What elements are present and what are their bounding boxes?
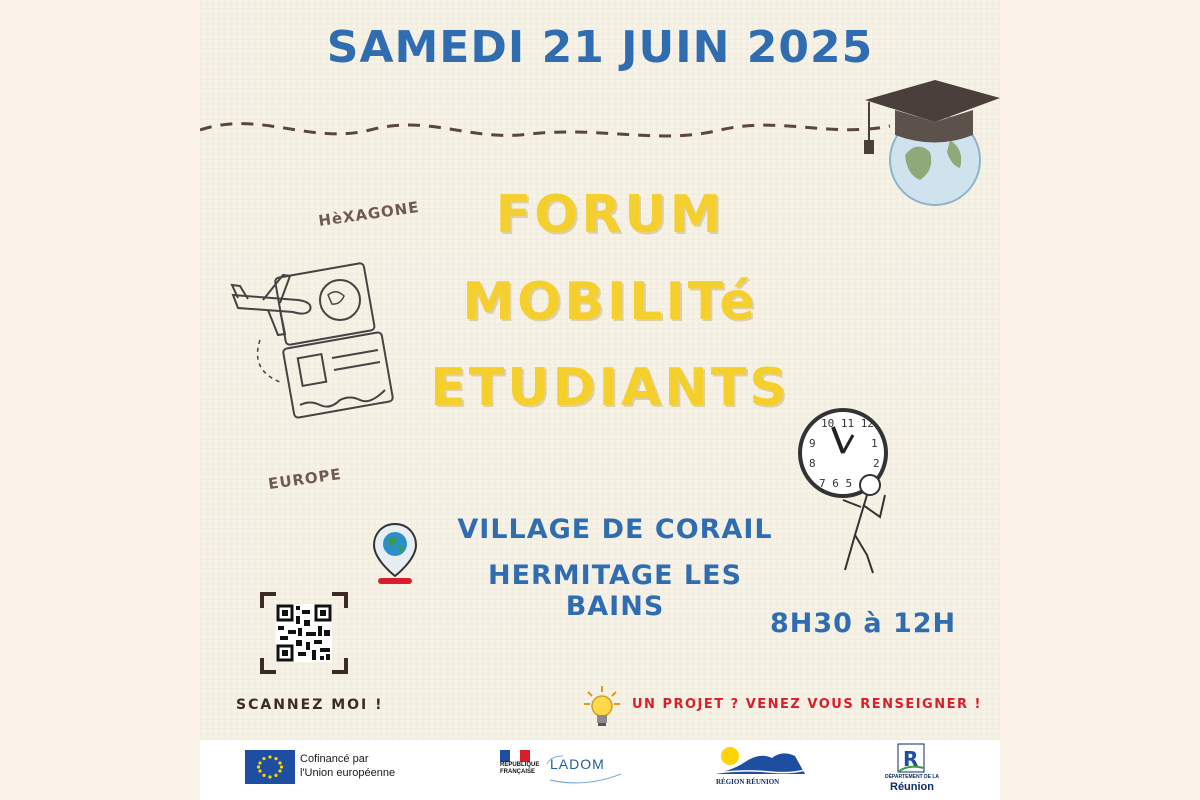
venue-line-1: VILLAGE DE CORAIL	[457, 514, 773, 545]
event-poster	[200, 0, 1000, 800]
qr-code-icon[interactable]	[258, 590, 350, 676]
lightbulb-icon	[582, 684, 622, 730]
cta-text: UN PROJET ? VENEZ VOUS RENSEIGNER !	[632, 697, 982, 712]
svg-text:R: R	[903, 747, 919, 771]
scan-label: SCANNEZ MOI !	[236, 697, 384, 713]
rf-line-2: FRANÇAISE	[500, 769, 536, 775]
partners-footer	[200, 740, 1000, 800]
tag-hexagone: HèXAGONE	[317, 198, 421, 230]
title-line-3: ETUDIANTS	[430, 358, 790, 418]
clock-man-icon	[795, 405, 915, 590]
event-date: SAMEDI 21 JUIN 2025	[326, 22, 874, 73]
tag-europe: EUROPE	[267, 464, 343, 494]
svg-text:1: 1	[871, 437, 878, 450]
eu-flag-icon	[245, 750, 295, 784]
svg-text:10 11 12: 10 11 12	[821, 417, 874, 430]
svg-text:8: 8	[809, 457, 816, 470]
dept-small-text: DÉPARTEMENT DE LA	[884, 774, 940, 780]
region-logo-icon	[710, 744, 805, 778]
svg-text:7 6 5: 7 6 5	[819, 477, 853, 490]
republique-francaise-text	[500, 762, 539, 776]
svg-text:9: 9	[809, 437, 816, 450]
dept-logo-icon	[898, 744, 924, 772]
region-name: RÉGION RÉUNION	[716, 778, 780, 786]
eu-line-1: Cofinancé par	[300, 753, 369, 765]
rf-line-1: RÉPUBLIQUE	[500, 762, 540, 768]
eu-cofunding-text	[300, 752, 395, 780]
title-line-2: MOBILITé	[462, 272, 758, 332]
title-line-1: FORUM	[495, 185, 725, 245]
map-pin-globe-icon	[370, 520, 420, 588]
venue-line-2: HERMITAGE LES BAINS	[487, 560, 743, 622]
ladom-logo: LADOM	[550, 756, 605, 772]
dashed-path-decoration	[200, 100, 900, 160]
passport-icon	[270, 260, 410, 430]
dept-name-text: Réunion	[890, 781, 934, 793]
eu-line-2: l'Union européenne	[300, 767, 396, 779]
marianne-icon	[500, 750, 530, 762]
event-hours: 8H30 à 12H	[770, 608, 957, 639]
svg-text:2: 2	[873, 457, 880, 470]
ladom-swoosh-icon	[545, 754, 625, 784]
